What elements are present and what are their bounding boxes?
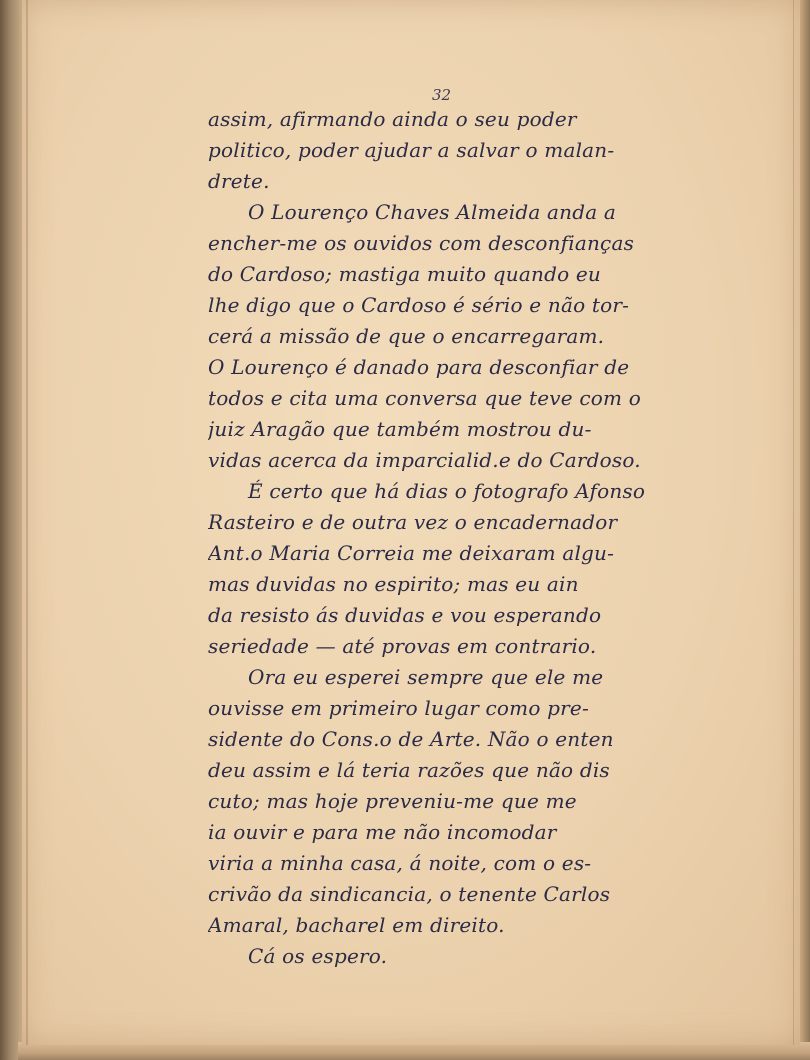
manuscript-line: O Lourenço é danado para desconfiar de bbox=[208, 355, 630, 379]
manuscript-line: Ant.o Maria Correia me deixaram algu- bbox=[208, 541, 615, 565]
manuscript-line: Cá os espero. bbox=[248, 944, 388, 968]
manuscript-line: seriedade — até provas em contrario. bbox=[208, 634, 597, 658]
manuscript-line: sidente do Cons.o de Arte. Não o enten bbox=[208, 727, 614, 751]
manuscript-line: ia ouvir e para me não incomodar bbox=[208, 820, 557, 844]
manuscript-line: O Lourenço Chaves Almeida anda a bbox=[248, 200, 617, 224]
manuscript-line: cuto; mas hoje preveniu-me que me bbox=[208, 789, 577, 813]
manuscript-line: Rasteiro e de outra vez o encadernador bbox=[208, 510, 618, 534]
manuscript-line: mas duvidas no espirito; mas eu ain bbox=[208, 572, 579, 596]
manuscript-line: ouvisse em primeiro lugar como pre- bbox=[208, 696, 589, 720]
manuscript-line: deu assim e lá teria razões que não dis bbox=[208, 758, 610, 782]
manuscript-line: politico, poder ajudar a salvar o malan- bbox=[208, 138, 615, 162]
manuscript-line: Ora eu esperei sempre que ele me bbox=[248, 665, 604, 689]
manuscript-line: lhe digo que o Cardoso é sério e não tor- bbox=[208, 293, 630, 317]
manuscript-line: vidas acerca da imparcialid.e do Cardoso. bbox=[208, 448, 641, 472]
manuscript-line: do Cardoso; mastiga muito quando eu bbox=[208, 262, 601, 286]
manuscript-line: É certo que há dias o fotografo Afonso bbox=[248, 479, 646, 503]
page-number: 32 bbox=[432, 86, 452, 104]
manuscript-line: da resisto ás duvidas e vou esperando bbox=[208, 603, 602, 627]
manuscript-line: todos e cita uma conversa que teve com o bbox=[208, 386, 641, 410]
manuscript-line: assim, afirmando ainda o seu poder bbox=[208, 107, 577, 131]
handwritten-text-body bbox=[208, 104, 708, 972]
manuscript-line: drete. bbox=[208, 169, 270, 193]
manuscript-line: Amaral, bacharel em direito. bbox=[208, 913, 505, 937]
manuscript-line: juiz Aragão que também mostrou du- bbox=[208, 417, 592, 441]
manuscript-line: cerá a missão de que o encarregaram. bbox=[208, 324, 605, 348]
manuscript-line: encher-me os ouvidos com desconfianças bbox=[208, 231, 635, 255]
manuscript-line: crivão da sindicancia, o tenente Carlos bbox=[208, 882, 611, 906]
manuscript-line: viria a minha casa, á noite, com o es- bbox=[208, 851, 592, 875]
